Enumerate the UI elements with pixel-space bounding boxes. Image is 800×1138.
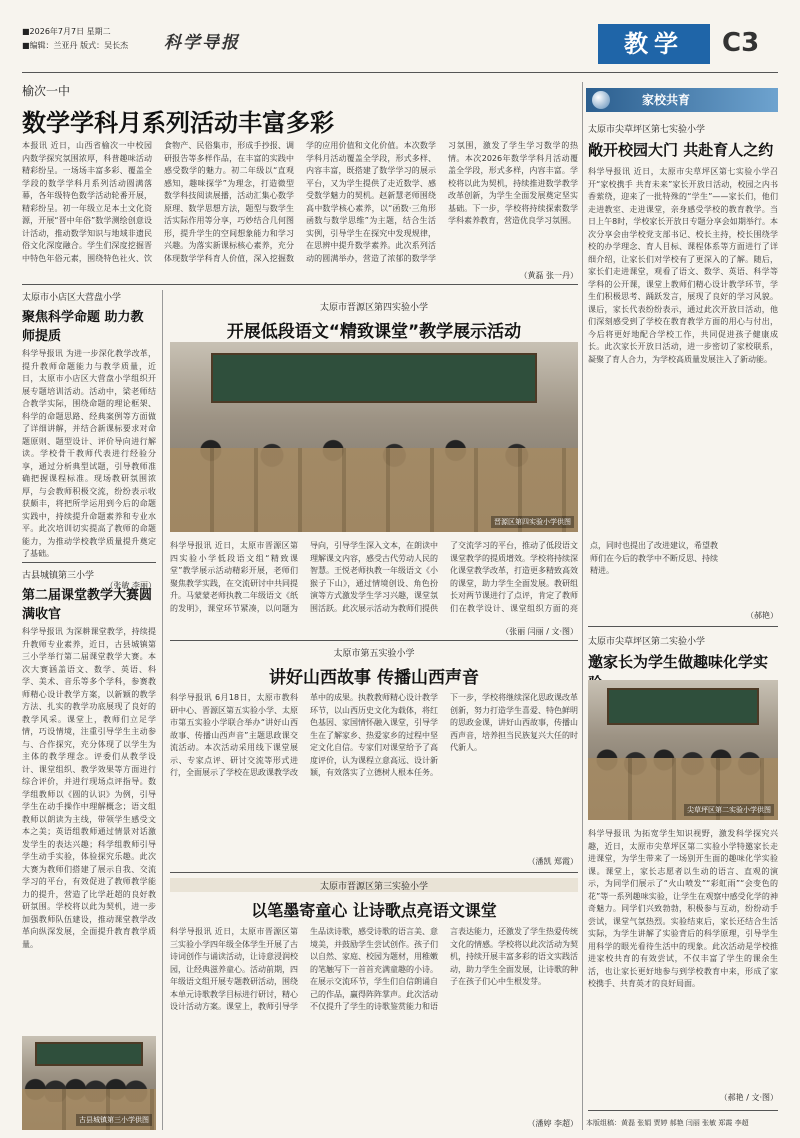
article-2-body: 科学导报讯 为进一步深化教学改革，提升教师命题能力与教学质量，近日，太原市小店区大营盘小学组织开展专题培训活动。活动中，梁老师结合教学实际，围绕命题的理论框架、科学的命题思路、经典案例等方面做了详细讲解，并结合新课标要求对命题原则、题型设计、评价导向进行解读。学校骨干教师代表进行经验分享，通过分析典型试题，引导教师准确把握课程标准。现场教研氛围浓厚，与会教师积极交流，纷纷表示收获颇丰，将把所学运用到今后的命题实践中，持续提升命题素养和专业水平。此次培训切实提高了教师的命题能力，为推动学校教学质量提升奠定了基础。 xyxy=(22,349,156,558)
lead-body: 本报讯 近日，山西省榆次一中校园内数学探究氛围浓厚，科普趣味活动精彩纷呈。一场场丰富多彩、覆盖全学段的数学学科月系列活动圆满落幕，各年级特色数学活动轮番开展，精彩纷呈。初一年级立足本土文化资源，开展“晋中年俗”数学测绘创意设计活动，推动数学知识与地域非遗民俗文化深度融合。学生们深度挖掘晋中特色年俗元素，围绕特色社火、饮食物产、民俗集市，形成手抄报、调研报告等多样作品，在丰富的实践中感受数学的魅力。初二年级以“直观感知，趣味探学”为理念，打造微型数学科技阅读展播，活动汇集心数学原理、数学思想方法，题型与数学生活实际作用等分享，巧妙结合几何图形，提升学生的空间想象能力和学习兴趣。为落实新课标核心素养，充分体现数学学科育人价值，深入挖掘数学的应用价值和文化价值。本次数学学科月活动覆盖全学段，形式多样、内容丰富，既搭建了数学学习的展示平台，又为学生提供了走近数学、感受数学魅力的契机。赵新慧老师围绕高中数学核心素养，以“函数·三角形函数与数学思维”为主题，结合生活实例，引导学生在探究中发现规律，在思辨中提升数学素养。此次系列活动的圆满举办，营造了浓郁的数学学习氛围，激发了学生学习数学的热情。本次2026年数学学科月活动覆盖全学段，形式多样，内容丰富。学校将以此为契机，持续推进数学教学改革创新，为学生全面发展奠定坚实基础。下一步，学校将持续探索数学学科素养教育，营造优良学习氛围。 xyxy=(22,141,578,263)
page-footer: 本版组稿：黄磊 张娟 贾婷 郝艳 闫丽 张敏 郑霞 李超 xyxy=(586,1119,749,1127)
column-banner-text: 家校共育 xyxy=(642,93,691,107)
article-2-rule xyxy=(22,562,156,563)
article-2-kicker: 太原市小店区大营盘小学 xyxy=(22,293,122,303)
article-6-kicker: 太原市晋源区第三实验小学 xyxy=(319,882,428,892)
paper-logo: 科学导报 xyxy=(164,33,240,53)
article-6-body: 科学导报讯 近日，太原市晋源区第三实验小学四年级全体学生开展了古诗词创作与诵读活动，让诗意浸润校园，让经典滋养童心。活动前期，四年级语文组开展专题教研活动，围绕本单元诗歌教学目标进行研讨，精心设计活动方案。课堂上，教师引导学生品读诗歌，感受诗歌的语言美、意境美，并鼓励学生尝试创作。孩子们以自然、家庭、校园为题材，用稚嫩的笔触写下一首首充满童趣的小诗。在展示交流环节，学生们自信朗诵自己的作品，赢得阵阵掌声。此次活动不仅提升了学生的诗歌鉴赏能力和语言表达能力，还激发了学生热爱传统文化的情感。学校将以此次活动为契机，持续开展丰富多彩的语文实践活动，助力学生全面发展，让诗歌的种子在孩子们心中生根发芽。 xyxy=(170,927,578,1011)
article-7-body: 科学导报讯 近日，太原市尖草坪区第七实验小学召开“家校携手 共育未来”家长开放日活动，校园之内书香萦绕，迎来了一批特殊的“学生”——家长们，他们走进教室、走进课堂，亲身感受学校的教育教学。当日上午8时，学校家长开放日专题分享会如期举行。本次分享会由学校党支部书记、校长主持，校长围绕学校的办学理念、育人目标、课程体系等方面进行了详细介绍，让家长们对学校有了更深入的了解。随后，家长们走进课堂，观看了语文、数学、英语、科学等学科的公开课，课堂上教师们精心设计教学环节，学生们积极思考、踊跃发言，展现了良好的学习风貌。课后，家长代表纷纷表示，通过此次开放日活动，他们深刻感受到了学校在教育教学方面的用心与付出，今后将更好地配合学校工作，共同促进孩子健康成长。此次家长开放日活动，进一步密切了家校联系，凝聚了育人合力，为学校高质量发展注入了新动能。 xyxy=(588,167,778,364)
article-3-kicker: 古县城镇第三小学 xyxy=(22,571,95,581)
article-8-title: 邀家长为学生做趣味化学实 xyxy=(588,653,769,671)
masthead xyxy=(22,26,778,66)
article-3-title: 第二届课堂教学大赛圆满收官 xyxy=(22,588,153,622)
lead-rule xyxy=(22,284,578,285)
article-4-title: 开展低段语文“精致课堂”教学展示活动 xyxy=(226,322,522,342)
article-8-body: 科学导报讯 为拓宽学生知识视野，激发科学探究兴趣，近日，太原市尖草坪区第二实验小学特邀家长走进课堂，为学生带来了一场别开生面的趣味化学实验课。课堂上，家长志愿者以生动的语言、直观的演示，为同学们展示了“火山喷发”“彩虹雨”“会变色的花”等一系列趣味实验，让学生在观察中感受化学的神奇魅力。同学们兴致勃勃，积极参与互动，纷纷动手尝试，课堂气氛热烈。实验结束后，家长还结合生活实际，为学生讲解了实验背后的科学原理，引导学生用科学的眼光看待生活中的现象。此次活动是学校推进家校共育的有效尝试，不仅丰富了学生的课余生活，也让家长更好地参与到学校教育中来，形成了家校携手、共育英才的良好局面。 xyxy=(588,829,778,988)
article-4-kicker: 太原市晋源区第四实验小学 xyxy=(319,303,428,313)
article-8-photo-caption: 尖草坪区第二实验小学供图 xyxy=(684,804,774,816)
article-5-title: 讲好山西故事 传播山西声音 xyxy=(269,668,479,688)
lead-article xyxy=(22,82,578,138)
article-7-rule xyxy=(588,626,778,627)
article-3-photo-caption: 古县城镇第三小学供图 xyxy=(76,1114,152,1126)
section-label: 教学 xyxy=(598,24,710,64)
article-3 xyxy=(22,568,156,1075)
article-5-body: 科学导报讯 6月18日，太原市教科研中心、晋源区第五实验小学、太原市第五实验小学联合举办“讲好山西故事、传播山西声音”主题思政课交流活动。本次活动采用线下课堂展示、专家点评、研讨交流等形式进行，全面展示了学校在思政课教学改革中的成果。执教教师精心设计教学环节，以山西历史文化为载体，将红色基因、家国情怀融入课堂，引导学生在了解家乡、热爱家乡的过程中坚定文化自信。专家们对课堂给予了高度评价，认为课程立意高远、设计新颖，有效落实了立德树人根本任务。下一步，学校将继续深化思政课改革创新，努力打造学生喜爱、特色鲜明的思政金课，讲好山西故事，传播山西声音，培养担当民族复兴大任的时代新人。 xyxy=(170,693,578,777)
article-5-rule xyxy=(170,872,578,873)
article-8-kicker: 太原市尖草坪区第二实验小学 xyxy=(588,637,706,647)
article-5 xyxy=(170,646,578,688)
lead-title: 数学学科月系列活动丰富多彩 xyxy=(22,109,334,137)
article-7-title: 敞开校园大门 共赴育人之约 xyxy=(588,141,774,159)
article-4-photo-caption: 晋源区第四实验小学供图 xyxy=(491,516,574,528)
article-6-title: 以笔墨寄童心 让诗歌点亮语文课堂 xyxy=(251,901,497,920)
column-banner xyxy=(586,88,778,112)
article-4-photo xyxy=(170,342,578,532)
footer-rule xyxy=(588,1110,778,1111)
article-2 xyxy=(22,290,156,591)
masthead-rule xyxy=(22,72,778,73)
article-5-kicker: 太原市第五实验小学 xyxy=(333,649,415,659)
article-3-body: 科学导报讯 为深耕课堂教学，持续提升教师专业素养，近日，古县城镇第三小学举行第二届课堂教学大赛。本次大赛涵盖语文、数学、英语、科学、美术、音乐等多个学科，参赛教师精心设计教学方案，以新颖的教学方法、扎实的教学功底展现了良好的教学风采。课堂上，教师们立足学情，巧设情境，注重引导学生主动参与、合作探究，充分体现了以学生为主体的教学理念。评委们从教学设计、课堂组织、教学效果等方面进行综合评价，并进行现场点评指导。数学组教师以《圆的认识》为例，引导学生在动手操作中理解概念；语文组教师以朗读为主线，带领学生感受文本之美；英语组教师通过情景对话激发学生的表达兴趣；科学组教师引导学生动手实验，体验探究乐趣。此次大赛为教师们搭建了展示自我、交流学习的平台，有效促进了教师教学能力的提升，营造了比学赶超的良好教研氛围。学校将以此为契机，进一步加强教师队伍建设，推动课堂教学改革向纵深发展，全面提升教育教学质量。 xyxy=(22,627,156,949)
article-3-photo xyxy=(22,1036,156,1130)
article-6 xyxy=(170,879,578,921)
lead-sign: （黄磊 张一丹） xyxy=(519,271,578,280)
article-7-sign: （郝艳） xyxy=(746,611,778,620)
article-4-body: 科学导报讯 近日，太原市晋源区第四实验小学低段语文组“精致课堂”教学展示活动精彩开展，老师们聚焦教学实践，在交流研讨中共同提升。马蒙蒙老师执教二年级语文《纸的发明》，课堂环节紧凑，以问题为导向，引导学生深入文本，在朗读中理解课文内容，感受古代劳动人民的智慧。王悦老师执教一年级语文《小猴子下山》，通过情境创设、角色扮演等方式激发学生学习兴趣，课堂氛围活跃。此次展示活动为教师们提供了交流学习的平台，推动了低段语文课堂教学的提质增效。学校将持续深化课堂教学改革，打造更多精致高效的课堂，助力学生全面发展。教研组长对两节课进行了点评，肯定了教师们在教学设计、课堂组织方面的亮点，同时也提出了改进建议，希望教师们在今后的教学中不断反思、持续精进。 xyxy=(170,541,718,613)
lead-kicker: 榆次一中 xyxy=(22,84,71,98)
article-4-header xyxy=(170,300,578,342)
globe-icon xyxy=(592,91,610,109)
issue-date: ■2026年7月7日 星期二 xyxy=(22,27,111,36)
article-7-kicker: 太原市尖草坪区第七实验小学 xyxy=(588,125,706,135)
column-separator xyxy=(162,290,163,1130)
article-4-rule xyxy=(170,640,578,641)
page-number: C3 xyxy=(722,28,760,58)
article-8-photo xyxy=(588,680,778,820)
article-5-sign: （潘凯 郑霞） xyxy=(527,857,578,866)
article-2-title: 聚焦科学命题 助力教师提质 xyxy=(22,310,144,344)
right-column-separator xyxy=(582,82,583,1130)
article-7 xyxy=(588,122,778,621)
article-2-sign: （张敏 李丽） xyxy=(105,581,156,590)
editors-line: ■编辑：兰亚丹 版式：吴长杰 xyxy=(22,41,129,50)
article-6-sign: （潘婷 李超） xyxy=(527,1119,578,1128)
article-4-sign: （张丽 闫丽 / 文·图） xyxy=(501,627,578,636)
article-8-sign: （郝艳 / 文·图） xyxy=(719,1093,778,1102)
